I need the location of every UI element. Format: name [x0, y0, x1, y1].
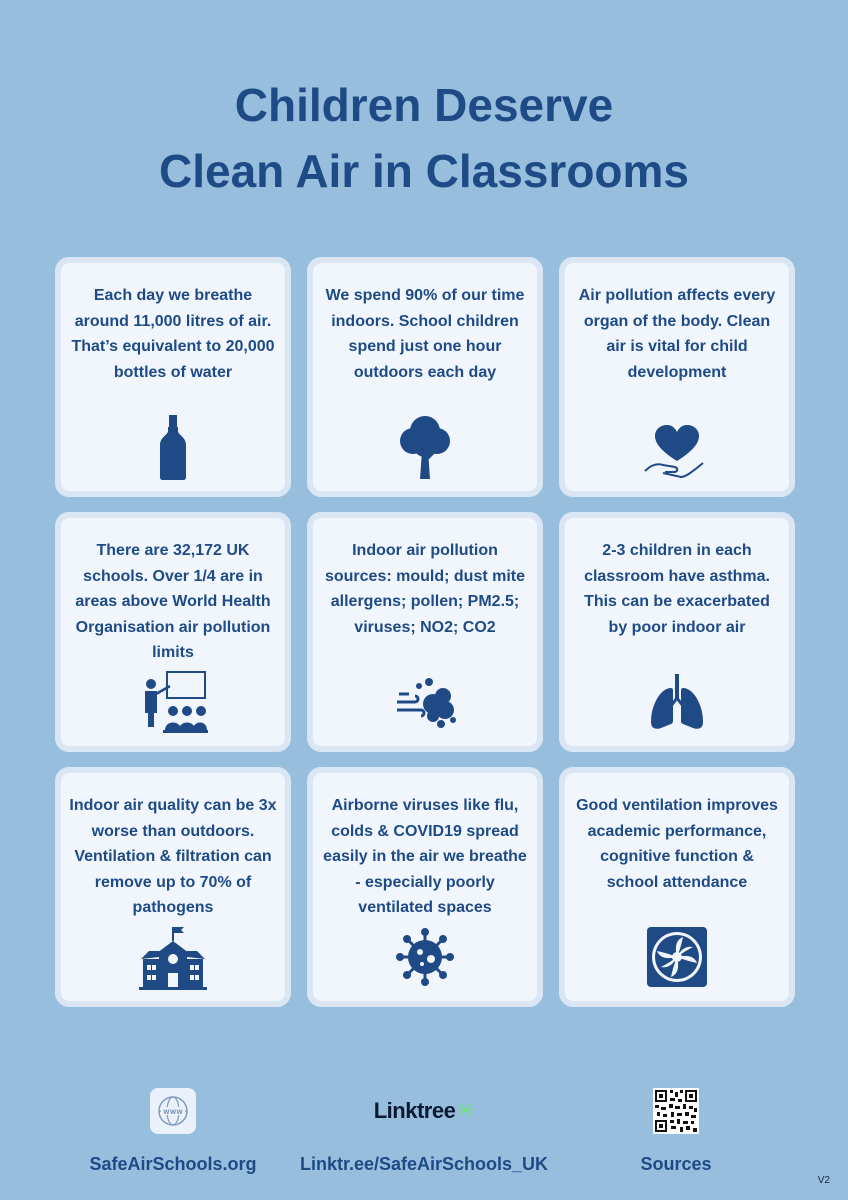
- fact-card-pollution-sources: [307, 512, 543, 752]
- bottle-icon: [137, 411, 209, 483]
- fan-icon: [641, 921, 713, 993]
- heart-in-hand-icon: [641, 411, 713, 483]
- fact-card-organs: [559, 257, 795, 497]
- school-building-icon: [137, 921, 209, 993]
- fact-card-text: 2-3 children in each classroom have asthma. This can be exacerbated by poor indoor air: [584, 542, 770, 636]
- sources-link[interactable]: Sources: [640, 1154, 712, 1174]
- fact-card-ventilation: [559, 767, 795, 1007]
- tree-icon: [389, 411, 461, 483]
- footer-sources: [526, 1088, 826, 1175]
- website-link[interactable]: SafeAirSchools.org: [89, 1154, 257, 1174]
- fact-card-text: Each day we breathe around 11,000 litres of air. That’s equivalent to 20,000 bottles of water: [71, 287, 275, 381]
- fact-card-text: There are 32,172 UK schools. Over 1/4 are in areas above World Health Organisation air pollution limits: [75, 542, 271, 661]
- fact-card-asthma: [559, 512, 795, 752]
- title-line-1: Children Deserve: [234, 79, 614, 131]
- www-label: www: [163, 1107, 183, 1116]
- fact-card-schools: [55, 512, 291, 752]
- qr-code-icon[interactable]: [653, 1088, 699, 1134]
- fact-card-breathing: [55, 257, 291, 497]
- classroom-teacher-icon: [137, 666, 209, 738]
- fact-card-text: Indoor air pollution sources: mould; dust mite allergens; pollen; PM2.5; viruses; NO2; CO2: [324, 542, 526, 636]
- fact-card-text: Indoor air quality can be 3x worse than outdoors. Ventilation & filtration can remove up to 70% of pathogens: [69, 797, 277, 916]
- linktree-mark-icon: ✳: [456, 1098, 475, 1123]
- page-title: [0, 72, 848, 204]
- linktree-logo-text: Linktree: [373, 1098, 456, 1123]
- title-line-2: Clean Air in Classrooms: [158, 145, 689, 197]
- fact-card-text: Airborne viruses like flu, colds & COVID19 spread easily in the air we breathe - especially poorly ventilated spaces: [323, 797, 527, 916]
- version-label: V2: [817, 1175, 830, 1186]
- fact-card-air-quality: [55, 767, 291, 1007]
- lungs-icon: [641, 666, 713, 738]
- fact-grid: [55, 257, 795, 1007]
- www-globe-icon[interactable]: [150, 1088, 196, 1134]
- fact-card-indoors: [307, 257, 543, 497]
- virus-icon: [389, 921, 461, 993]
- linktree-link[interactable]: Linktr.ee/SafeAirSchools_UK: [299, 1154, 549, 1174]
- fact-card-viruses: [307, 767, 543, 1007]
- fact-card-text: Air pollution affects every organ of the body. Clean air is vital for child development: [578, 287, 776, 381]
- fact-card-text: We spend 90% of our time indoors. School children spend just one hour outdoors each day: [325, 287, 525, 381]
- fact-card-text: Good ventilation improves academic performance, cognitive function & school attendance: [576, 797, 778, 891]
- air-pollution-icon: [389, 666, 461, 738]
